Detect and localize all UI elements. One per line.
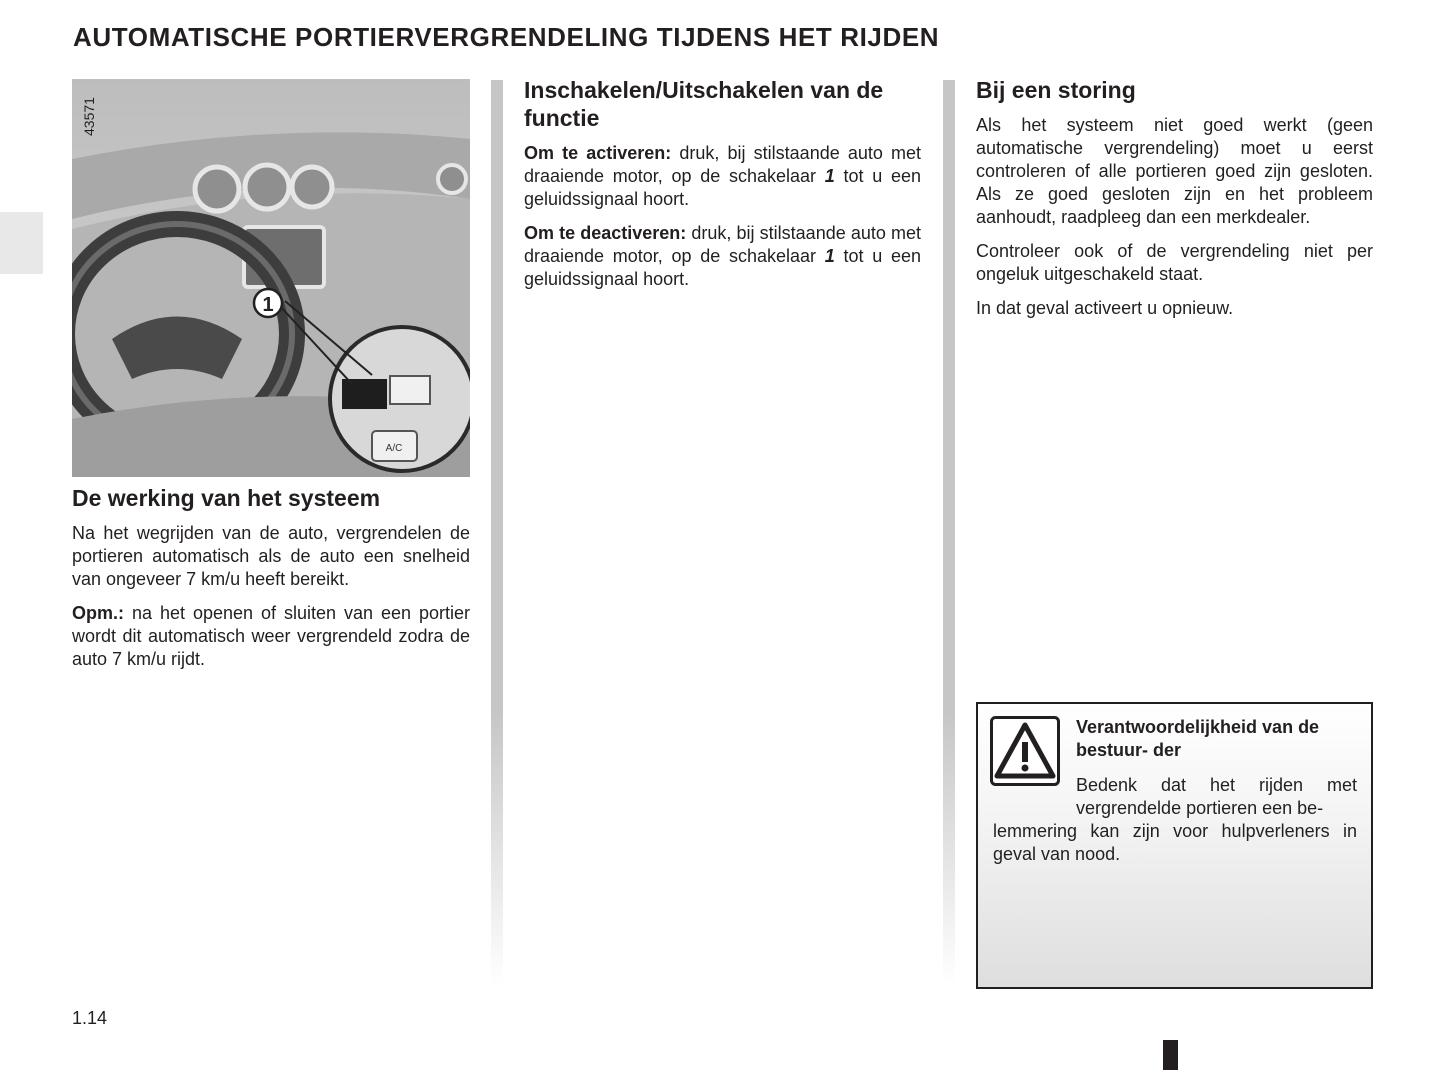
section-werking [72,484,470,682]
switch-reference: 1 [824,166,835,186]
section-heading: Bij een storing [976,77,1136,103]
section-storing [976,76,1373,331]
warning-triangle-icon [990,716,1060,786]
activate-label: Om te activeren: [524,143,672,163]
section-schakelen [524,76,921,302]
deactivate-text-end: tot u een geluidssignaal hoort. [524,246,921,289]
activate-text: druk, bij stilstaande auto met draaiende motor, op de schakelaar [524,143,922,186]
deactivate-paragraph [524,222,921,291]
warning-text-continued: lemmering kan zijn voor hulpverleners in geval van nood. [993,821,1357,864]
warning-title: Verantwoordelijkheid van de bestuur- der [1076,717,1320,760]
paragraph [72,522,470,591]
note-label: Opm.: [72,603,124,623]
activate-text-end: tot u een geluidssignaal hoort. [524,166,921,209]
page-title: AUTOMATISCHE PORTIERVERGRENDELING TIJDENS HET RIJDEN [73,22,940,52]
switch-reference: 1 [824,246,835,266]
page-edge-marker [1163,1040,1178,1070]
section-heading: Inschakelen/Uitschakelen van de functie [524,77,884,131]
note-paragraph [72,602,470,671]
paragraph: In dat geval activeert u opnieuw. [976,298,1234,318]
paragraph: Controleer ook of de vergrendeling niet per ongeluk uitgeschakeld staat. [976,241,1373,284]
paragraph-text: Na het wegrijden van de auto, vergrendelen de portieren automatisch als de auto een snelheid van ongeveer 7 km/u heeft bereikt. [72,523,470,589]
note-text: na het openen of sluiten van een portier wordt dit automatisch weer vergrendeld zodra de auto 7 km/u rijdt. [72,603,470,669]
figure-reference-number [79,92,99,136]
section-heading: De werking van het systeem [72,485,381,511]
ac-button-label: A/C [385,443,403,454]
dashboard-drawing [72,79,470,477]
warning-text: Bedenk dat het rijden met vergrendelde portieren een be- [1076,775,1357,818]
warning-box [976,702,1373,989]
figure-reference-text: 43571 [81,97,97,136]
paragraph: Als het systeem niet goed werkt (geen automatische vergrendeling) moet u eerst controleren of alle portieren goed zijn gesloten. Als ze goed gesloten zijn en het probleem aanhoudt, raadpleeg dan een merkdealer. [976,115,1373,227]
deactivate-text: druk, bij stilstaande auto met draaiende motor, op de schakelaar [524,223,922,266]
activate-paragraph [524,142,921,211]
deactivate-label: Om te deactiveren: [524,223,687,243]
column-divider-left [491,80,503,985]
column-divider-right [943,80,955,985]
page-number: 1.14 [72,1008,108,1028]
callout-number: 1 [262,294,274,316]
dashboard-illustration [72,79,470,477]
chapter-side-tab [0,212,43,274]
